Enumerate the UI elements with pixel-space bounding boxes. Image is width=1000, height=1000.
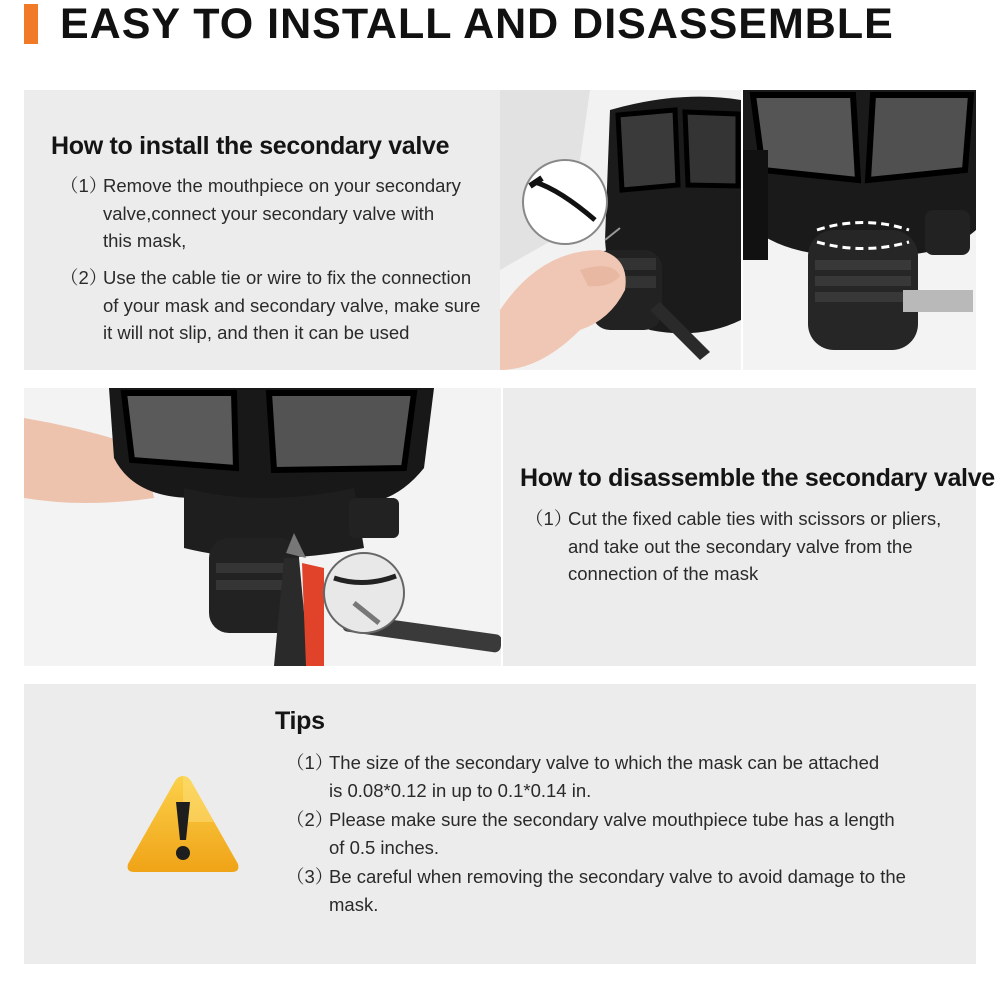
- tips-item-1: [286, 749, 956, 804]
- tips-item-3: [286, 863, 956, 918]
- disassemble-panel: [503, 388, 995, 666]
- install-step-2-line-2: of your mask and secondary valve, make sure: [103, 294, 481, 316]
- tips-item-3-line-2: mask.: [329, 893, 379, 915]
- install-step-2: [60, 264, 500, 347]
- tips-item-2: [286, 806, 956, 861]
- page-title: EASY TO INSTALL AND DISASSEMBLE: [60, 0, 894, 48]
- disassemble-photo-pliers: [24, 388, 501, 666]
- tips-item-3-number: （3）: [286, 866, 334, 887]
- install-photo-cable-tie-fixed: [743, 90, 976, 370]
- page-header: [24, 0, 984, 52]
- disassemble-step-1-number: （1）: [525, 508, 573, 529]
- install-step-1-number: （1）: [60, 175, 108, 196]
- warning-triangle-icon: [124, 772, 242, 876]
- tips-item-2-line-2: of 0.5 inches.: [329, 836, 440, 858]
- install-step-2-line-1: Use the cable tie or wire to fix the connection: [103, 267, 472, 288]
- tips-panel: [24, 684, 976, 964]
- disassemble-title: How to disassemble the secondary valve: [520, 464, 995, 492]
- tips-item-3-line-1: Be careful when removing the secondary valve to avoid damage to the: [329, 866, 906, 887]
- tips-item-1-line-1: The size of the secondary valve to which the mask can be attached: [329, 752, 880, 773]
- tips-item-2-line-1: Please make sure the secondary valve mouthpiece tube has a length: [329, 809, 895, 830]
- disassemble-step-1: [525, 505, 965, 588]
- install-step-2-line-3: it will not slip, and then it can be used: [103, 322, 410, 343]
- install-title: How to install the secondary valve: [51, 132, 450, 160]
- install-photo-cable-tie: [500, 90, 741, 370]
- tips-item-1-line-2: is 0.08*0.12 in up to 0.1*0.14 in.: [329, 779, 592, 801]
- install-panel: [24, 90, 500, 370]
- header-accent-bar: [24, 4, 38, 44]
- disassemble-step-1-line-2: and take out the secondary valve from the: [568, 535, 913, 557]
- tips-item-1-number: （1）: [286, 752, 334, 773]
- install-step-1-line-1: Remove the mouthpiece on your secondary: [103, 175, 461, 196]
- disassemble-step-1-line-3: connection of the mask: [568, 563, 759, 584]
- install-step-1-line-3: this mask,: [103, 230, 187, 251]
- install-step-1: [60, 172, 480, 255]
- install-step-1-line-2: valve,connect your secondary valve with: [103, 202, 435, 224]
- tips-title: Tips: [275, 707, 325, 735]
- tips-item-2-number: （2）: [286, 809, 334, 830]
- install-step-2-number: （2）: [60, 267, 108, 288]
- disassemble-step-1-line-1: Cut the fixed cable ties with scissors or pliers,: [568, 508, 942, 529]
